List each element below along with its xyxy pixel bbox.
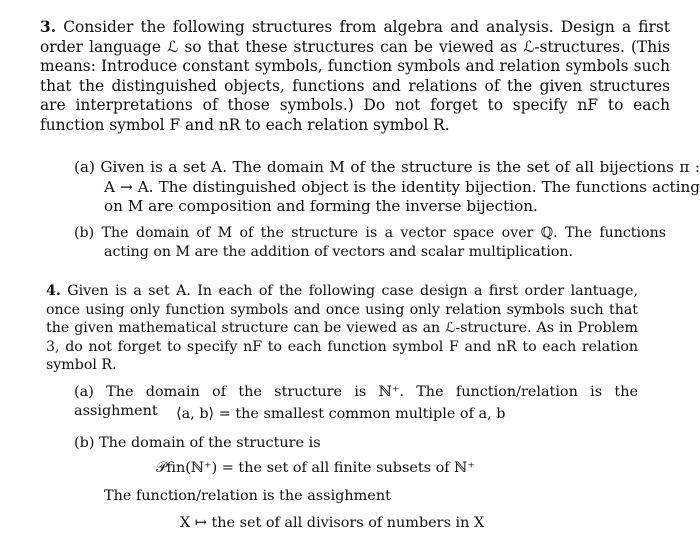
problem-4-part-b-function-relation: The function/relation is the assighment [104, 488, 391, 504]
problem-4-statement [46, 282, 638, 375]
problem-4-part-b: (b) The domain of the structure is [74, 435, 321, 451]
problem-4-part-a: (a) The domain of the structure is ℕ⁺. The function/relation is the assighment [74, 384, 638, 419]
problem-3-part-a: (a) Given is a set A. The domain M of the structure is the set of all bijections π : A → A. The distinguished object is the identity bijection. The functions acting on M are composition and forming the inverse bijection. [74, 158, 700, 216]
problem-4-part-a-display: ⟨a, b⟩ = the smallest common multiple of a, b [176, 406, 506, 422]
problem-4-number: 4. [46, 283, 61, 299]
problem-3-part-b: (b) The domain of M of the structure is a vector space over ℚ. The functions acting on M are the addition of vectors and scalar multiplication. [74, 225, 666, 260]
problem-4-part-b-display-2: X ↦ the set of all divisors of numbers in X [180, 515, 485, 531]
problem-3-statement [40, 18, 670, 136]
problem-4-text: Given is a set A. In each of the following case design a first order lantuage, once using only function symbols and once using only relation symbols such that the given mathematical structure can be viewed as an ℒ-structure. As in Problem 3, do not forget to specify nF to each function symbol F and nR to each relation symbol R. [46, 283, 639, 374]
problem-3-text: Consider the following structures from algebra and analysis. Design a first order language ℒ so that these structures can be viewed as ℒ-structures. (This means: Introduce constant symbols, function symbols and relation symbols such that the distinguished objects, functions and relations of the given structures are interpretations of those symbols.) Do not forget to specify nF to each function symbol F and nR to each relation symbol R. [40, 18, 670, 134]
problem-3-number: 3. [40, 18, 57, 36]
problem-4-part-b-display: 𝒫fin(ℕ⁺) = the set of all finite subsets of ℕ⁺ [156, 460, 475, 476]
